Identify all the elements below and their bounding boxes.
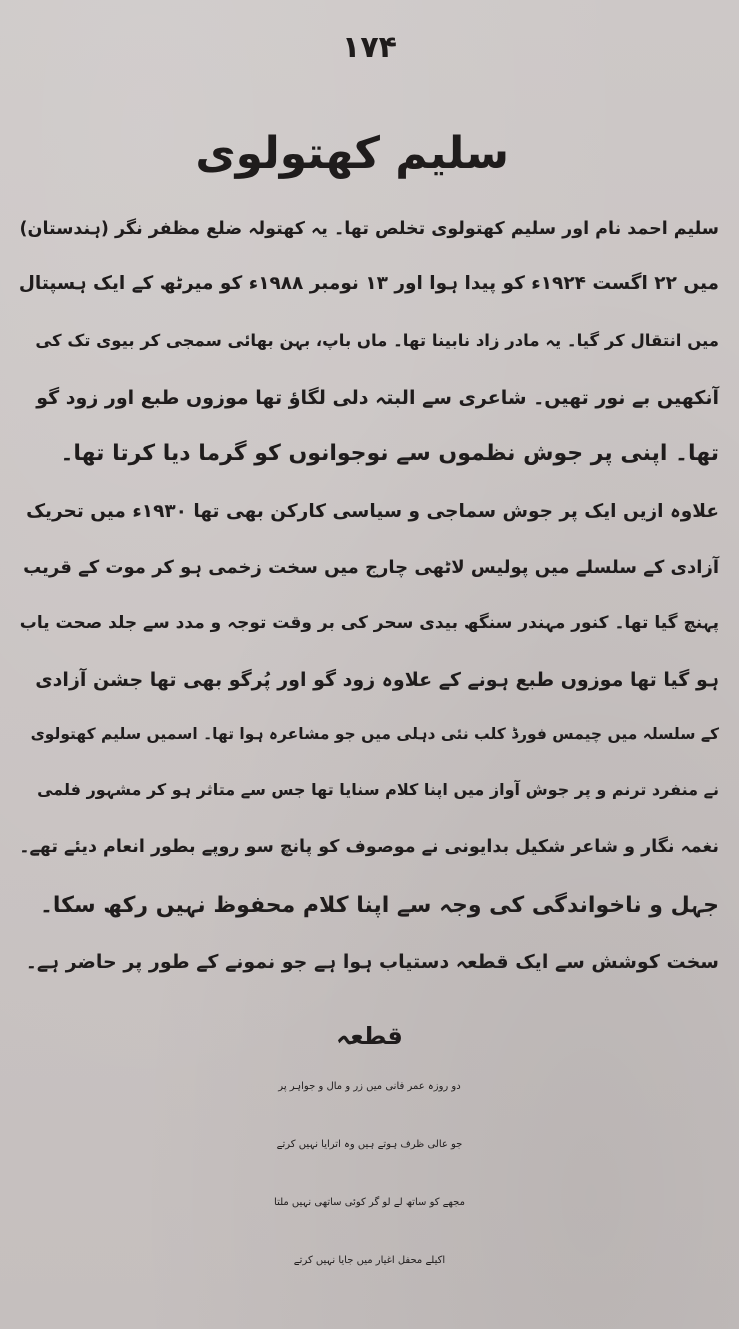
text-line: ہو گیا تھا موزوں طبع ہونے کے علاوہ زود گو اور پُرگو بھی تھا جشن آزادی [35,669,719,691]
verse-line: مجھے کو ساتھ لے لو گر کوئی ساتھی نہیں ملتا [274,1197,465,1208]
verse-heading: قطعہ [336,1022,403,1050]
text-line: سخت کوشش سے ایک قطعہ دستیاب ہوا ہے جو نمونے کے طور پر حاضر ہے۔ [25,951,719,973]
page-title: سلیم کھتولوی [195,128,509,179]
text-line: نے منفرد ترنم و پر جوش آواز میں اپنا کلام سنایا تھا جس سے متاثر ہو کر مشہور فلمی [37,780,719,799]
text-line: نغمہ نگار و شاعر شکیل بدایونی نے موصوف کو پانچ سو روپے بطور انعام دیئے تھے۔ [19,837,719,857]
verse-line: اکیلے محفل اغیار میں جایا نہیں کرتے [293,1255,446,1266]
page-number: ۱۷۴ [342,30,397,65]
text-line: سلیم احمد نام اور سلیم کھتولوی تخلص تھا۔ یہ کھتولہ ضلع مظفر نگر (ہندستان) [19,219,719,239]
text-line: تھا۔ اپنی پر جوش نظموں سے نوجوانوں کو گرما دیا کرتا تھا۔ [60,441,719,466]
text-line: جہل و ناخواندگی کی وجہ سے اپنا کلام محفوظ نہیں رکھ سکا۔ [40,893,719,918]
text-line: علاوہ ازیں ایک پر جوش سماجی و سیاسی کارکن بھی تھا ۱۹۳۰ء میں تحریک [26,501,719,522]
text-line: میں ۲۲ اگست ۱۹۲۴ء کو پیدا ہوا اور ۱۳ نومبر ۱۹۸۸ء کو میرٹھ کے ایک ہسپتال [18,273,719,294]
text-line: کے سلسلہ میں چیمس فورڈ کلب نئی دہلی میں جو مشاعرہ ہوا تھا۔ اسمیں سلیم کھتولوی [30,725,719,743]
verse-line: جو عالی ظرف ہوتے ہیں وہ اترایا نہیں کرتے [276,1139,463,1150]
text-line: آنکھیں بے نور تھیں۔ شاعری سے البتہ دلی لگاؤ تھا موزوں طبع اور زود گو [36,387,719,409]
text-line: پہنچ گیا تھا۔ کنور مہندر سنگھ بیدی سحر کی بر وقت توجہ و مدد سے جلد صحت یاب [19,613,719,633]
text-line: میں انتقال کر گیا۔ یہ مادر زاد نابینا تھا۔ ماں باپ، بہن بھائی سمجی کر بیوی تک کی [35,331,719,350]
text-line: آزادی کے سلسلے میں پولیس لاٹھی چارج میں سخت زخمی ہو کر موت کے قریب [23,557,719,578]
verse-line: دو روزہ عمر فانی میں زر و مال و جواہر پر [278,1081,461,1092]
